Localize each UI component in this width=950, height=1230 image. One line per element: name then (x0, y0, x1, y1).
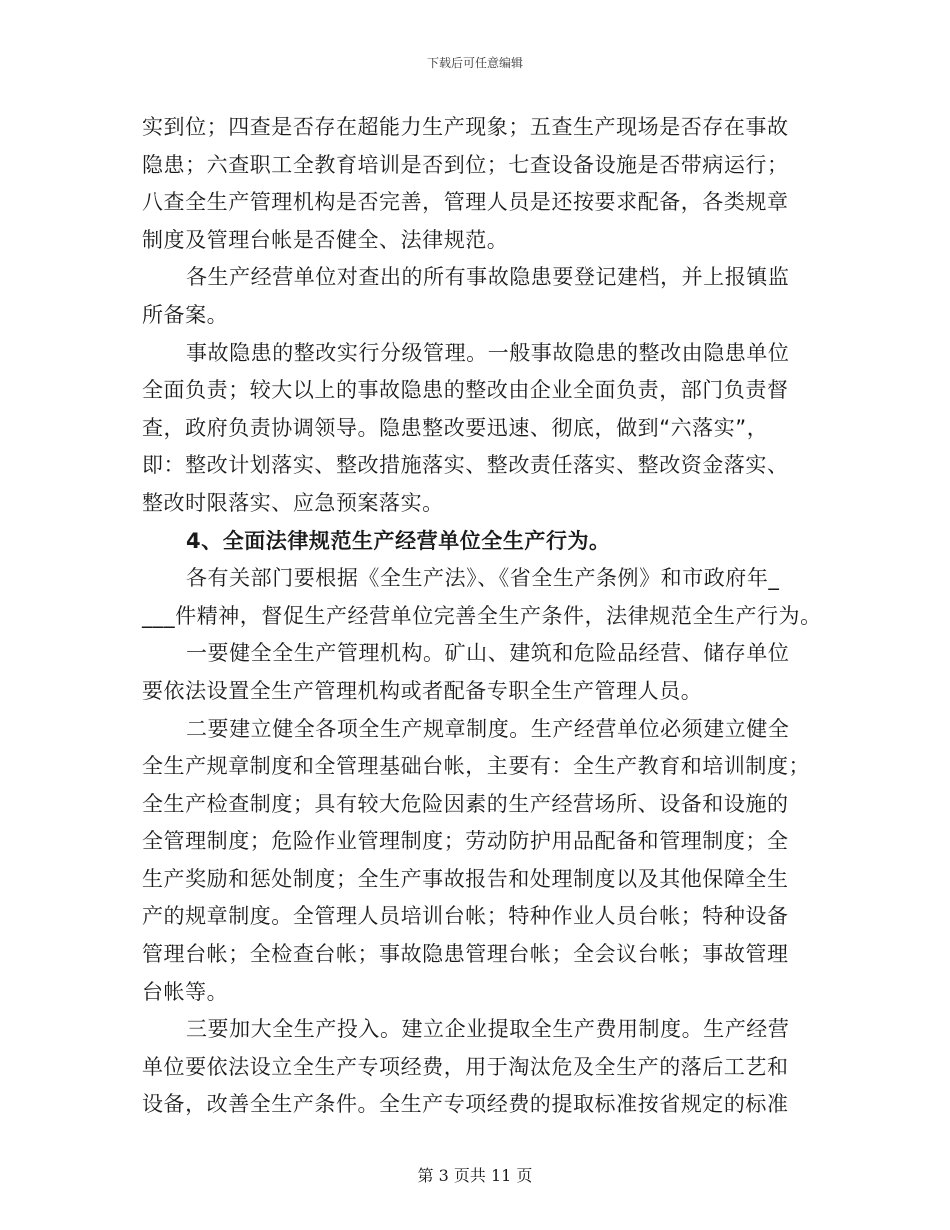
text-line: 全面负责；较大以上的事故隐患的整改由企业全面负责，部门负责督 (142, 378, 789, 403)
text-line: 实到位；四查是否存在超能力生产现象；五查生产现场是否存在事故 (142, 115, 789, 139)
text-line: 三要加大全生产投入。建立企业提取全生产费用制度。生产经营 (186, 1017, 790, 1042)
text-line: 各生产经营单位对查出的所有事故隐患要登记建档，并上报镇监 (186, 265, 790, 290)
text-line: 产的规章制度。全管理人员培训台帐；特种作业人员台帐；特种设备 (142, 904, 789, 929)
text-line: 查，政府负责协调领导。隐患整改要迅速、彻底，做到“六落实”， (142, 415, 769, 440)
text-line: 事故隐患的整改实行分级管理。一般事故隐患的整改由隐患单位 (186, 340, 790, 365)
text-line: 制度及管理台帐是否健全、法律规范。 (142, 227, 509, 252)
text-line: 单位要依法设立全生产专项经费，用于淘汰危及全生产的落后工艺和 (142, 1054, 789, 1079)
text-line: 所备案。 (142, 302, 229, 327)
text-line: 全生产规章制度和全管理基础台帐，主要有：全生产教育和培训制度； (142, 754, 811, 779)
text-line: 即：整改计划落实、整改措施落实、整改责任落实、整改资金落实、 (142, 453, 789, 478)
page-header-note: 下载后可任意编辑 (426, 56, 523, 70)
text-line: 隐患；六查职工全教育培训是否到位；七查设备设施是否带病运行； (142, 152, 789, 177)
text-line: 八查全生产管理机构是否完善，管理人员是还按要求配备，各类规章 (142, 190, 789, 215)
document-body (142, 112, 822, 1127)
text-line: 全管理制度；危险作业管理制度；劳动防护用品配备和管理制度；全 (142, 829, 789, 854)
text-line: 要依法设置全生产管理机构或者配备专职全生产管理人员。 (142, 678, 703, 703)
text-line: 设备，改善全生产条件。全生产专项经费的提取标准按省规定的标准 (142, 1092, 789, 1117)
text-line: 一要健全全生产管理机构。矿山、建筑和危险品经营、储存单位 (186, 641, 790, 666)
text-line: 生产奖励和惩处制度；全生产事故报告和处理制度以及其他保障全生 (142, 866, 789, 891)
text-line: 管理台帐；全检查台帐；事故隐患管理台帐；全会议台帐；事故管理 (142, 942, 789, 967)
text-line: 整改时限落实、应急预案落实。 (142, 490, 444, 515)
page-number-footer: 第 3 页共 11 页 (417, 1166, 533, 1185)
text-line: 全生产检查制度；具有较大危险因素的生产经营场所、设备和设施的 (142, 791, 789, 816)
text-line: ___件精神，督促生产经营单位完善全生产条件，法律规范全生产行为。 (142, 603, 822, 628)
text-line: 各有关部门要根据《全生产法》、《省全生产条例》和市政府年_ (186, 566, 780, 591)
text-line: 二要建立健全各项全生产规章制度。生产经营单位必须建立健全 (186, 716, 790, 741)
text-line: 台帐等。 (142, 979, 229, 1004)
section-heading: 4、全面法律规范生产经营单位全生产行为。 (186, 528, 611, 553)
